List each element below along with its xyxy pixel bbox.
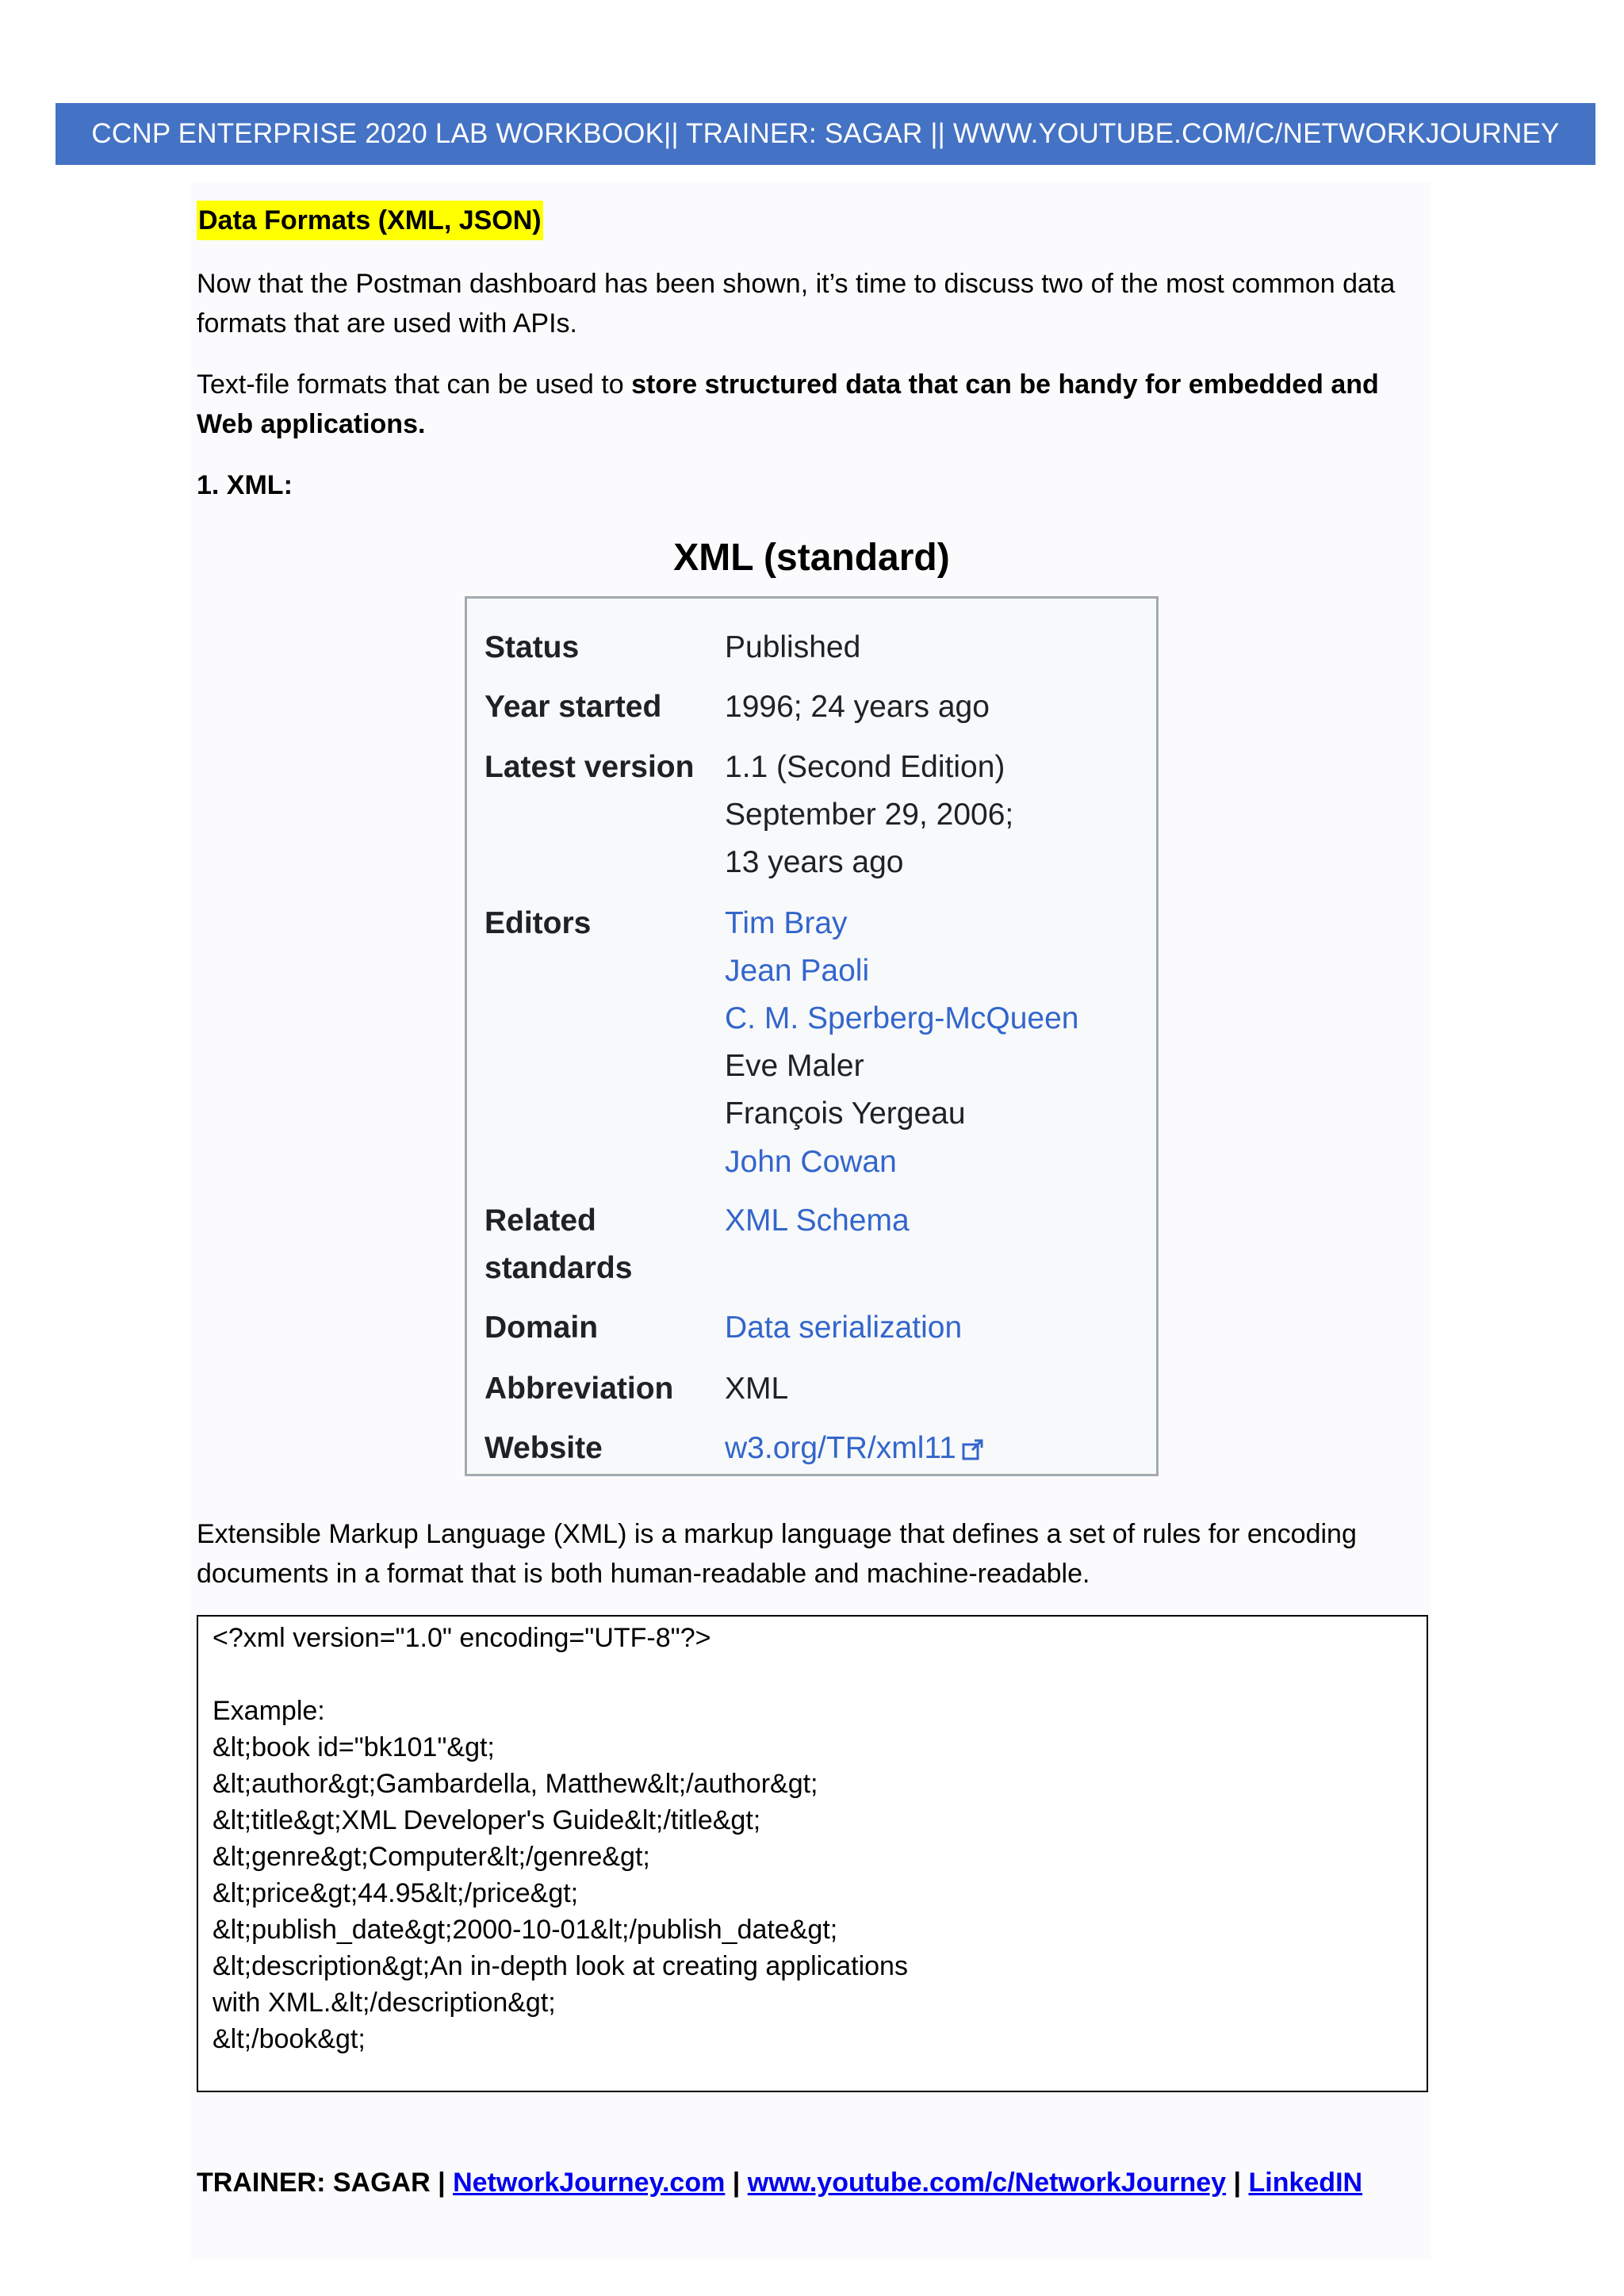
- editor-link[interactable]: John Cowan: [725, 1145, 897, 1179]
- footer-link-networkjourney[interactable]: NetworkJourney.com: [453, 2168, 726, 2198]
- editors-label: Editors: [485, 906, 592, 940]
- website-link[interactable]: w3.org/TR/xml11: [725, 1431, 956, 1465]
- website-label: Website: [485, 1431, 603, 1465]
- footer-trainer: TRAINER: SAGAR: [197, 2168, 431, 2198]
- latest-value-line1: 1.1 (Second Edition): [725, 750, 1005, 784]
- footer-link-linkedin[interactable]: LinkedIN: [1248, 2168, 1363, 2198]
- year-label: Year started: [485, 690, 662, 724]
- intro-paragraph: Now that the Postman dashboard has been shown, it’s time to discuss two of the most common data formats that are used with APIs.: [197, 269, 1396, 339]
- page-footer: [197, 2163, 1362, 2202]
- code-line: &lt;publish_date&gt;2000-10-01&lt;/publish_date&gt;: [213, 1915, 838, 1945]
- footer-separator: |: [732, 2168, 741, 2198]
- footer-separator: |: [438, 2168, 446, 2198]
- latest-label: Latest version: [485, 750, 695, 784]
- domain-label: Domain: [485, 1311, 599, 1345]
- code-line: &lt;book id="bk101"&gt;: [213, 1732, 495, 1762]
- year-value: 1996; 24 years ago: [725, 690, 990, 724]
- abbreviation-value: XML: [725, 1372, 789, 1406]
- formats-bold: store structured data that can be handy for embedded and Web applications.: [197, 369, 1379, 439]
- formats-prefix: Text-file formats that can be used to: [197, 369, 632, 400]
- status-label: Status: [485, 630, 580, 664]
- code-line: &lt;title&gt;XML Developer's Guide&lt;/title&gt;: [213, 1805, 761, 1835]
- abbreviation-label: Abbreviation: [485, 1372, 674, 1406]
- xml-heading: 1. XML:: [197, 470, 293, 500]
- section-title: Data Formats (XML, JSON): [197, 201, 543, 240]
- code-line: <?xml version="1.0" encoding="UTF-8"?>: [213, 1623, 711, 1653]
- footer-link-youtube[interactable]: www.youtube.com/c/NetworkJourney: [747, 2168, 1227, 2198]
- code-line: with XML.&lt;/description&gt;: [213, 1988, 556, 2018]
- editor-link[interactable]: C. M. Sperberg-McQueen: [725, 1001, 1079, 1035]
- page-header: CCNP ENTERPRISE 2020 LAB WORKBOOK|| TRAINER: SAGAR || WWW.YOUTUBE.COM/C/NETWORKJOURNEY: [56, 103, 1595, 165]
- footer-separator: |: [1233, 2168, 1242, 2198]
- editor-link[interactable]: Tim Bray: [725, 906, 848, 940]
- related-label-line2: standards: [485, 1251, 633, 1285]
- related-standard-link[interactable]: XML Schema: [725, 1203, 910, 1238]
- editor-name: Eve Maler: [725, 1049, 864, 1083]
- code-line: &lt;price&gt;44.95&lt;/price&gt;: [213, 1878, 579, 1908]
- xml-code-example: [197, 1615, 1428, 2092]
- code-line: [213, 1656, 1412, 1693]
- related-label-line1: Related: [485, 1203, 596, 1238]
- external-link-icon: [961, 1428, 985, 1475]
- domain-link[interactable]: Data serialization: [725, 1311, 963, 1345]
- infobox-title: XML (standard): [673, 537, 950, 579]
- website-value: [725, 1425, 985, 1475]
- editor-name: François Yergeau: [725, 1096, 966, 1131]
- code-line: &lt;description&gt;An in-depth look at creating applications: [213, 1951, 908, 1981]
- code-line: Example:: [213, 1696, 325, 1726]
- xml-infobox: [465, 596, 1159, 1476]
- latest-value-line3: 13 years ago: [725, 845, 904, 879]
- status-value: Published: [725, 630, 861, 664]
- code-line: &lt;/book&gt;: [213, 2024, 366, 2054]
- editor-link[interactable]: Jean Paoli: [725, 954, 870, 988]
- code-line: &lt;author&gt;Gambardella, Matthew&lt;/author&gt;: [213, 1769, 818, 1799]
- formats-paragraph: [197, 365, 1410, 444]
- xml-description: Extensible Markup Language (XML) is a markup language that defines a set of rules for encoding documents in a format that is both human-readable and machine-readable.: [197, 1519, 1357, 1589]
- code-line: &lt;genre&gt;Computer&lt;/genre&gt;: [213, 1842, 650, 1872]
- latest-value-line2: September 29, 2006;: [725, 798, 1014, 832]
